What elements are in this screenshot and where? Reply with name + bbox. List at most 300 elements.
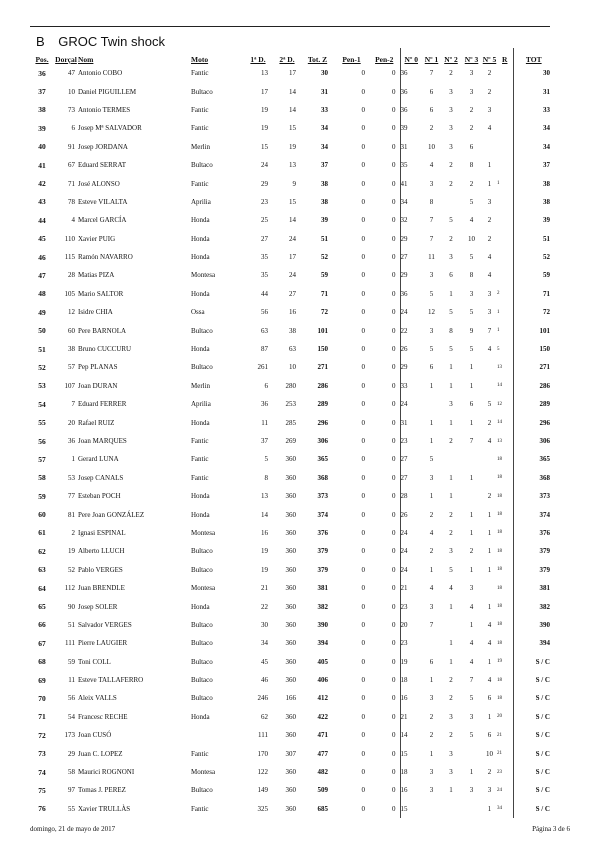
cell-n2: 1 <box>449 418 453 427</box>
cell-pos: 36 <box>38 68 46 78</box>
cell-n1: 4 <box>429 161 434 170</box>
cell-n1: 2 <box>429 510 434 519</box>
cell-d1: 19 <box>261 565 268 574</box>
table-row <box>30 285 554 303</box>
cell-totz: 51 <box>321 234 328 243</box>
cell-n3: 6 <box>469 142 474 151</box>
cell-n1: 2 <box>429 712 434 721</box>
cell-d1: 24 <box>261 161 268 170</box>
cell-pos: 43 <box>38 197 46 207</box>
cell-tot: 39 <box>513 211 554 229</box>
cell-n2: 2 <box>449 179 453 188</box>
cell-dorsal: 81 <box>68 510 75 519</box>
cell-pen1: 0 <box>361 657 365 666</box>
cell-tot: 381 <box>513 579 554 597</box>
cell-tot: 38 <box>513 193 554 211</box>
cell-n2: 1 <box>449 363 453 372</box>
cell-n1: 3 <box>429 694 434 703</box>
cell-nom: Xavier PUIG <box>78 234 116 243</box>
cell-n5: 2 <box>487 768 492 777</box>
cell-totz: 379 <box>317 565 328 574</box>
cell-r: 14 <box>497 383 502 389</box>
cell-n2: 2 <box>449 731 453 740</box>
cell-dorsal: 112 <box>64 584 75 593</box>
cell-nom: Joan DURAN <box>78 381 118 390</box>
cell-tot: 38 <box>513 174 554 192</box>
cell-d1: 170 <box>257 749 268 758</box>
cell-n0: 31 <box>400 413 422 431</box>
table-row <box>30 321 554 339</box>
cell-n2: 3 <box>449 768 453 777</box>
cell-r: 14 <box>497 420 502 426</box>
cell-n1: 6 <box>429 657 434 666</box>
cell-n2: 3 <box>449 253 453 262</box>
cell-pen1: 0 <box>361 87 365 96</box>
page-title <box>36 34 165 49</box>
cell-n0: 36 <box>400 82 422 100</box>
table-row <box>30 358 554 376</box>
cell-pos: 66 <box>38 620 46 630</box>
cell-d1: 30 <box>261 620 268 629</box>
cell-d1: 25 <box>261 216 268 225</box>
cell-totz: 39 <box>321 216 328 225</box>
table-row <box>30 634 554 652</box>
cell-n3: 4 <box>469 602 474 611</box>
cell-dorsal: 91 <box>68 142 75 151</box>
cell-totz: 30 <box>321 69 328 78</box>
table-row <box>30 248 554 266</box>
cell-n3: 1 <box>469 473 474 482</box>
cell-tot: 382 <box>513 597 554 615</box>
cell-totz: 394 <box>317 639 328 648</box>
cell-nom: Antonio TERMES <box>78 105 131 114</box>
cell-pen2: 0 <box>392 381 396 390</box>
cell-d1: 21 <box>261 584 268 593</box>
cell-pos: 69 <box>38 675 46 685</box>
table-row <box>30 653 554 671</box>
cell-n0: 20 <box>400 616 422 634</box>
cell-moto: Honda <box>191 216 210 225</box>
cell-d1: 261 <box>257 363 268 372</box>
cell-n1: 1 <box>429 381 434 390</box>
cell-d2: 13 <box>289 161 296 170</box>
cell-d2: 166 <box>285 694 296 703</box>
col-tot: TOT <box>513 48 554 64</box>
category-title: GROC Twin shock <box>58 34 165 49</box>
cell-n1: 1 <box>429 437 434 445</box>
cell-pen1: 0 <box>361 786 365 795</box>
cell-pen2: 0 <box>392 142 396 151</box>
cell-tot: 306 <box>513 432 554 450</box>
cell-tot: S / C <box>513 671 554 689</box>
cell-nom: José ALONSO <box>78 179 120 188</box>
cell-d2: 360 <box>285 620 296 629</box>
cell-n5 <box>482 579 497 597</box>
cell-totz: 376 <box>317 528 328 537</box>
cell-d1: 87 <box>261 345 268 354</box>
cell-pos: 41 <box>38 160 46 170</box>
cell-n5: 1 <box>487 547 492 556</box>
cell-pen2: 0 <box>392 197 396 206</box>
cell-d2: 360 <box>285 657 296 666</box>
cell-n2: 6 <box>449 271 453 280</box>
cell-d2: 360 <box>285 602 296 611</box>
cell-pen1: 0 <box>361 197 365 206</box>
cell-pos: 40 <box>38 142 46 152</box>
table-row <box>30 671 554 689</box>
col-pen2: Pen-2 <box>375 55 394 64</box>
cell-moto: Fantic <box>191 437 209 445</box>
cell-n0: 24 <box>400 303 422 321</box>
cell-r <box>497 248 513 266</box>
cell-nom: Eduard FERRER <box>78 400 127 409</box>
cell-r: 1 <box>497 181 500 187</box>
cell-d1: 19 <box>261 547 268 556</box>
table-row <box>30 395 554 413</box>
col-pen1: Pen-1 <box>342 55 361 64</box>
cell-n1: 12 <box>428 308 435 317</box>
cell-n0: 35 <box>400 156 422 174</box>
cell-n1 <box>422 395 441 413</box>
cell-d2: 360 <box>285 786 296 795</box>
cell-dorsal: 77 <box>68 492 75 501</box>
cell-d1: 16 <box>261 528 268 537</box>
results-table <box>30 48 554 818</box>
cell-n5: 4 <box>487 253 492 262</box>
cell-d2: 24 <box>289 271 296 280</box>
cell-pos: 51 <box>38 344 46 354</box>
cell-pen2: 0 <box>392 308 396 317</box>
table-row <box>30 174 554 192</box>
cell-nom: Josep Mª SALVADOR <box>78 124 142 133</box>
cell-dorsal: 36 <box>68 437 75 445</box>
cell-pen1: 0 <box>361 455 365 464</box>
cell-n2: 5 <box>449 308 453 317</box>
cell-pos: 59 <box>38 491 46 501</box>
cell-totz: 33 <box>321 105 328 114</box>
cell-nom: Maurici ROGNONI <box>78 768 135 777</box>
cell-n0: 29 <box>400 266 422 284</box>
cell-r: 13 <box>497 438 502 444</box>
cell-n1: 3 <box>429 768 434 777</box>
cell-nom: Alberto LLUCH <box>78 547 125 556</box>
cell-totz: 289 <box>317 400 328 409</box>
cell-totz: 34 <box>321 124 328 133</box>
cell-d2: 14 <box>289 87 296 96</box>
cell-n0: 33 <box>400 377 422 395</box>
cell-n2: 3 <box>449 400 453 409</box>
cell-tot: 368 <box>513 469 554 487</box>
cell-totz: 72 <box>321 308 328 317</box>
cell-d2: 360 <box>285 473 296 482</box>
cell-d2: 360 <box>285 510 296 519</box>
cell-pen2: 0 <box>392 105 396 114</box>
cell-pen1: 0 <box>361 418 365 427</box>
cell-totz: 379 <box>317 547 328 556</box>
cell-n0: 27 <box>400 450 422 468</box>
cell-d2: 15 <box>289 197 296 206</box>
cell-n1: 5 <box>429 345 434 354</box>
cell-n0: 41 <box>400 174 422 192</box>
cell-n1: 3 <box>429 786 434 795</box>
cell-n0: 24 <box>400 524 422 542</box>
cell-pen2: 0 <box>392 473 396 482</box>
cell-n0: 23 <box>400 432 422 450</box>
cell-r: 19 <box>497 659 502 665</box>
cell-n0: 21 <box>400 579 422 597</box>
cell-pos: 64 <box>38 583 46 593</box>
cell-n2: 2 <box>449 437 453 445</box>
table-row <box>30 579 554 597</box>
cell-n2: 1 <box>449 602 453 611</box>
cell-n1: 3 <box>429 179 434 188</box>
cell-pen2: 0 <box>392 124 396 133</box>
cell-totz: 101 <box>317 326 328 335</box>
cell-nom: Pep PLANAS <box>78 363 118 372</box>
cell-d1: 8 <box>264 473 268 482</box>
cell-moto: Fantic <box>191 749 209 758</box>
cell-pen1: 0 <box>361 676 365 685</box>
cell-n5: 2 <box>487 418 492 427</box>
cell-d1: 14 <box>261 510 268 519</box>
cell-n0: 39 <box>400 119 422 137</box>
table-row <box>30 542 554 560</box>
cell-moto: Fantic <box>191 124 209 133</box>
cell-dorsal: 56 <box>68 694 75 703</box>
cell-n5: 3 <box>487 308 492 317</box>
cell-dorsal: 2 <box>71 528 75 537</box>
cell-n0: 31 <box>400 138 422 156</box>
cell-n3: 1 <box>469 363 474 372</box>
cell-n3: 8 <box>469 271 474 280</box>
top-rule <box>30 26 550 27</box>
cell-n0: 18 <box>400 763 422 781</box>
cell-dorsal: 57 <box>68 363 75 372</box>
cell-totz: 38 <box>321 179 328 188</box>
cell-pos: 47 <box>38 270 46 280</box>
cell-tot: S / C <box>513 708 554 726</box>
cell-pen2: 0 <box>392 253 396 262</box>
cell-dorsal: 12 <box>68 308 75 317</box>
cell-n2: 3 <box>449 712 453 721</box>
cell-n2: 1 <box>449 786 453 795</box>
cell-dorsal: 19 <box>68 547 75 556</box>
cell-n5 <box>482 377 497 395</box>
cell-dorsal: 1 <box>71 455 75 464</box>
cell-tot: 390 <box>513 616 554 634</box>
cell-n5 <box>482 138 497 156</box>
cell-n2: 1 <box>449 289 453 298</box>
cell-pos: 52 <box>38 362 46 372</box>
cell-pen2: 0 <box>392 602 396 611</box>
cell-r: 18 <box>497 475 502 481</box>
cell-dorsal: 38 <box>68 345 75 354</box>
cell-pen2: 0 <box>392 437 396 445</box>
cell-n3: 7 <box>469 676 474 685</box>
cell-pen2: 0 <box>392 289 396 298</box>
cell-nom: Marcel GARCÍA <box>78 216 127 225</box>
cell-pen2: 0 <box>392 657 396 666</box>
cell-d2: 38 <box>289 326 296 335</box>
cell-n1: 1 <box>429 676 434 685</box>
cell-d1: 46 <box>261 676 268 685</box>
cell-d1: 149 <box>257 786 268 795</box>
cell-d1: 13 <box>261 492 268 501</box>
cell-pen1: 0 <box>361 216 365 225</box>
cell-totz: 271 <box>317 363 328 372</box>
cell-moto: Bultaco <box>191 786 213 795</box>
cell-moto: Honda <box>191 234 210 243</box>
cell-dorsal: 51 <box>68 620 75 629</box>
cell-n1: 7 <box>429 620 434 629</box>
cell-nom: Aleix VALLS <box>78 694 117 703</box>
cell-d2: 17 <box>289 69 296 78</box>
cell-tot: S / C <box>513 781 554 799</box>
cell-n3: 3 <box>469 69 474 78</box>
cell-n5: 3 <box>487 197 492 206</box>
cell-d2: 253 <box>285 400 296 409</box>
cell-n2 <box>441 616 461 634</box>
cell-dorsal: 6 <box>71 124 75 133</box>
cell-dorsal: 60 <box>68 326 75 335</box>
cell-pen2: 0 <box>392 418 396 427</box>
cell-pos: 76 <box>38 804 46 814</box>
cell-n1: 5 <box>429 455 434 464</box>
cell-d1: 111 <box>258 731 268 740</box>
cell-n5: 4 <box>487 271 492 280</box>
cell-pos: 44 <box>38 215 46 225</box>
cell-r: 20 <box>497 714 502 720</box>
cell-moto: Montesa <box>191 271 216 280</box>
cell-n5: 1 <box>487 565 492 574</box>
cell-d2: 360 <box>285 492 296 501</box>
cell-n5: 2 <box>487 87 492 96</box>
table-row <box>30 413 554 431</box>
table-row <box>30 82 554 100</box>
cell-totz: 296 <box>317 418 328 427</box>
cell-r: 1 <box>497 309 500 315</box>
cell-moto: Honda <box>191 418 210 427</box>
cell-d2: 17 <box>289 253 296 262</box>
cell-dorsal: 71 <box>68 179 75 188</box>
col-d2: 2ª D. <box>279 55 295 64</box>
cell-n1: 3 <box>429 271 434 280</box>
cell-n5: 4 <box>487 124 492 133</box>
cell-n3 <box>461 744 482 762</box>
cell-n0: 14 <box>400 726 422 744</box>
cell-tot: S / C <box>513 744 554 762</box>
cell-moto: Honda <box>191 492 210 501</box>
cell-n5: 10 <box>486 749 493 758</box>
cell-nom: Francesc RECHE <box>78 712 128 721</box>
cell-n3: 2 <box>469 547 474 556</box>
cell-n3: 5 <box>469 731 474 740</box>
cell-n1: 2 <box>429 731 434 740</box>
cell-n1: 7 <box>429 216 434 225</box>
cell-pen1: 0 <box>361 528 365 537</box>
cell-dorsal: 47 <box>68 69 75 78</box>
cell-totz: 34 <box>321 142 328 151</box>
cell-n0: 19 <box>400 653 422 671</box>
cell-n3: 1 <box>469 418 474 427</box>
cell-n1: 1 <box>429 418 434 427</box>
cell-moto: Bultaco <box>191 639 213 648</box>
cell-dorsal: 58 <box>68 768 75 777</box>
cell-n0: 27 <box>400 248 422 266</box>
cell-dorsal: 52 <box>68 565 75 574</box>
table-row <box>30 230 554 248</box>
cell-nom: Esteve TALLAFERRO <box>78 676 144 685</box>
cell-nom: Josep SOLER <box>78 602 118 611</box>
cell-n2: 3 <box>449 87 453 96</box>
cell-n2: 2 <box>449 510 453 519</box>
cell-n0: 23 <box>400 634 422 652</box>
cell-tot: S / C <box>513 763 554 781</box>
cell-n5: 4 <box>487 345 492 354</box>
table-row <box>30 469 554 487</box>
cell-n0: 15 <box>400 744 422 762</box>
cell-pen2: 0 <box>392 455 396 464</box>
cell-nom: Isidre CHIA <box>78 308 113 317</box>
cell-tot: 71 <box>513 285 554 303</box>
cell-tot: 365 <box>513 450 554 468</box>
cell-n5: 1 <box>487 712 492 721</box>
cell-pos: 72 <box>38 730 46 740</box>
cell-moto: Bultaco <box>191 547 213 556</box>
cell-totz: 52 <box>321 253 328 262</box>
cell-n5: 1 <box>487 657 492 666</box>
table-header <box>30 48 554 64</box>
cell-n3 <box>461 450 482 468</box>
cell-totz: 381 <box>317 584 328 593</box>
cell-pen1: 0 <box>361 768 365 777</box>
cell-n1: 6 <box>429 363 434 372</box>
cell-pos: 45 <box>38 234 46 244</box>
cell-nom: Xavier TRULLÀS <box>78 804 131 813</box>
cell-n1: 1 <box>429 749 434 758</box>
cell-moto: Fantic <box>191 804 209 813</box>
cell-tot: 271 <box>513 358 554 376</box>
cell-n5: 2 <box>487 492 492 501</box>
cell-d2: 285 <box>285 418 296 427</box>
table-row <box>30 193 554 211</box>
cell-n5: 7 <box>487 326 492 335</box>
cell-moto: Fantic <box>191 455 209 464</box>
cell-n5: 4 <box>487 639 492 648</box>
cell-nom: Ignasi ESPINAL <box>78 528 126 537</box>
cell-pen1: 0 <box>361 492 365 501</box>
cell-dorsal: 55 <box>68 804 75 813</box>
cell-d1: 6 <box>264 381 268 390</box>
cell-totz: 59 <box>321 271 328 280</box>
cell-tot: 59 <box>513 266 554 284</box>
cell-d1: 11 <box>261 418 268 427</box>
cell-n3: 8 <box>469 161 474 170</box>
cell-pen1: 0 <box>361 308 365 317</box>
cell-moto: Honda <box>191 345 210 354</box>
cell-dorsal: 28 <box>68 271 75 280</box>
cell-n2: 3 <box>449 124 453 133</box>
col-pos: Pos. <box>35 55 49 64</box>
cell-tot: 51 <box>513 230 554 248</box>
cell-n3: 3 <box>469 289 474 298</box>
cell-pos: 60 <box>38 510 46 520</box>
cell-n2: 2 <box>449 234 453 243</box>
cell-n1: 3 <box>429 473 434 482</box>
col-n5: Nº 5 <box>482 55 497 64</box>
cell-tot: 34 <box>513 138 554 156</box>
cell-n0: 26 <box>400 340 422 358</box>
